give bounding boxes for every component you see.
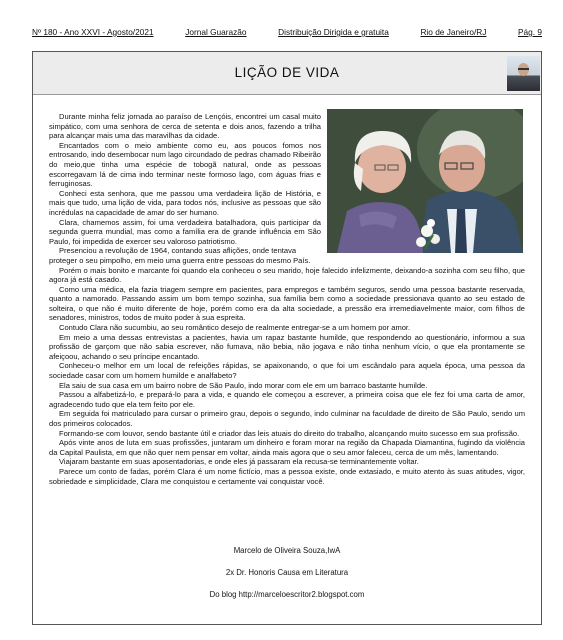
author-signature: Marcelo de Oliveira Souza,IwA	[233, 546, 341, 555]
title-bar	[33, 52, 541, 95]
distribution-info: Distribuição Dirigida e gratuita	[278, 27, 389, 37]
paragraph: Conheci esta senhora, que me passou uma verdadeira lição de História, e mais que tudo, uma lição de vida, para todos nós, inclusive as pessoas que são incrédulas na capacidade de amar do ser humano.	[49, 188, 321, 217]
paragraph: Contudo Clara não sucumbiu, ao seu romântico desejo de realmente entregar-se a um homem por amor.	[59, 323, 411, 333]
journal-name: Jornal Guarazão	[185, 27, 247, 37]
paragraph: Conheceu-o melhor em um local de refeições rápidas, se apaixonando, o que foi um escândalo para aquela época, uma pessoa da sociedade casar com um homem humilde e analfabeto?	[49, 361, 525, 381]
paragraph: Em meio a uma dessas entrevistas a pacientes, havia um rapaz bastante humilde, que respondendo ao questionário, informou a sua profissão de garçom que não sabia escrever, não fumava, não bebia, não jogava e não tinha nenhum vício, o que ela prontamente se afeiçoou, achando o seu príncipe encantado.	[49, 332, 525, 361]
issue-info: Nº 180 - Ano XXVI - Agosto/2021	[32, 27, 154, 37]
author-portrait-image	[507, 56, 540, 91]
page-number: Pág. 9	[518, 27, 542, 37]
page-header	[32, 27, 542, 37]
paragraph: Viajaram bastante em suas aposentadorias, e onde eles já passaram ela recusa-se terminantemente voltar.	[59, 457, 419, 467]
paragraph: Em seguida foi matriculado para cursar o primeiro grau, depois o segundo, indo culminar na faculdade de direito de São Paulo, sendo um dos primeiros colocados.	[49, 409, 525, 428]
location-info: Rio de Janeiro/RJ	[420, 27, 487, 37]
article-title: LIÇÃO DE VIDA	[234, 65, 340, 80]
blog-link[interactable]: Do blog http://marceloescritor2.blogspot.com	[209, 590, 365, 599]
paragraph: Encantados com o meio ambiente como eu, aos poucos fomos nos entrosando, indo desembocar num lago circundado de pedras chamado Ribeirão do meio,que tinha uma espécie de tobogã natural, onde as pessoas escorregavam lá de cima indo terminar neste formoso lago, com águas frias e ferruginosas.	[49, 140, 321, 189]
paragraph: Ela saiu de sua casa em um bairro nobre de São Paulo, indo morar com ele em um barraco bastante humilde.	[59, 380, 428, 390]
author-honors: 2x Dr. Honoris Causa em Literatura	[225, 568, 349, 577]
article-body	[49, 112, 525, 486]
paragraph: Durante minha feliz jornada ao paraíso de Lençóis, encontrei um casal muito simpático, com uma senhora de cerca de setenta e dois anos, fazendo a trilha para alcançar mais uma das maravilhas da cidade.	[49, 112, 321, 141]
author-glasses	[518, 68, 529, 70]
paragraph: Presenciou a revolução de 1964, contando suas aflições, onde tentava	[59, 246, 297, 256]
paragraph: proteger o seu pimpolho, em meio uma guerra entre pessoas do mesmo País.	[49, 255, 311, 265]
paragraph: Como uma médica, ela fazia triagem sempre em pacientes, para empregos e também seguros, sendo uma pessoa bastante reservada, quanto a namorado. Passando assim um bom tempo sozinha, sua família bem como a sociedade pressionava quanto ao seu estado de solteira, o que não é muito diferente de hoje, porém como era da alta sociedade, a pressão era irremediavelmente maior, com filhos de senadores, ministros, todos de muito poder à sua espreita.	[49, 284, 525, 323]
text-beside-photo	[49, 112, 321, 256]
paragraph: Formando-se com louvor, sendo bastante útil e criador das leis atuais do direito do trabalho, alcançando muito sucesso em sua profissão.	[59, 428, 520, 438]
paragraph: Porém o mais bonito e marcante foi quando ela conheceu o seu marido, hoje falecido infelizmente, deixando-a sozinha com seu filho, que agora já está casado.	[49, 265, 525, 285]
paragraph: Passou a alfabetizá-lo, e prepará-lo para a vida, e quando ele começou a escrever, a primeira coisa que ele fez foi uma carta de amor, agradecendo tudo que ela tem feito por ele.	[49, 390, 525, 409]
paragraph: Parece um conto de fadas, porém Clara é um nome fictício, mas a pessoa existe, onde extasiado, e muito atento às suas atitudes, vigor, sobriedade e simplicidade, Clara me conquistou e certamente vai conquistar você.	[49, 466, 525, 486]
paragraph: Clara, chamemos assim, foi uma verdadeira batalhadora, quis participar da segunda guerra mundial, mas como a família era de grande influência em São Paulo, foi impedida de exercer seu valoroso patriotismo.	[49, 217, 321, 246]
paragraph: Após vinte anos de luta em suas profissões, juntaram um dinheiro e foram morar na região da Chapada Diamantina, fugindo da violência da Capital Paulista, em que não quer nem pensar em voltar, ainda mais agora que o seu amor faleceu, cerca de um mês, lamentando.	[49, 438, 525, 457]
article-frame	[32, 51, 542, 625]
